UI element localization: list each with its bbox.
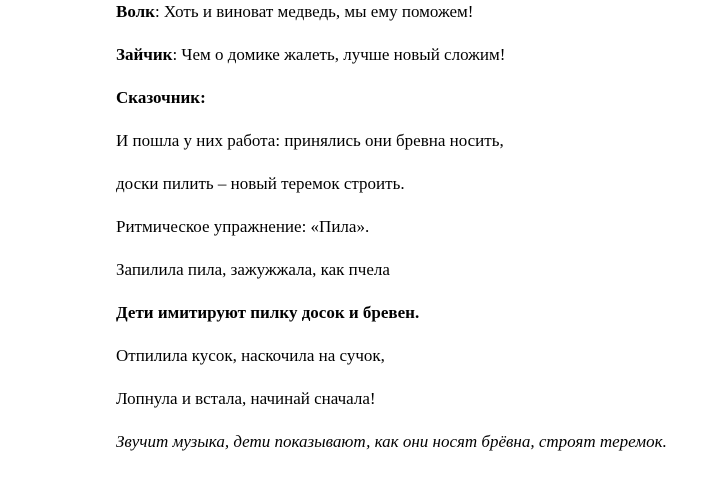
text-line: Запилила пила, зажужжала, как пчела [116, 260, 390, 279]
text-line: Отпилила кусок, наскочила на сучок, [116, 346, 385, 365]
text-line: доски пилить – новый теремок строить. [116, 174, 405, 193]
text-line: И пошла у них работа: принялись они бревна носить, [116, 131, 504, 150]
line-hare [116, 45, 505, 65]
text-line: Ритмическое упражнение: «Пила». [116, 217, 370, 236]
italic-stage-direction: Звучит музыка, дети показывают, как они носят брёвна, строят теремок. [116, 432, 667, 451]
speaker-name: Зайчик [116, 45, 173, 64]
speaker-name: Волк [116, 2, 155, 21]
stage-direction-bold: Дети имитируют пилку досок и бревен. [116, 303, 420, 322]
line-text: : Чем о домике жалеть, лучше новый сложим! [172, 45, 506, 64]
speaker-name: Сказочник: [116, 88, 206, 107]
line-text: : Хоть и виноват медведь, мы ему поможем! [154, 2, 474, 21]
text-line: Лопнула и встала, начинай сначала! [116, 389, 376, 408]
line-wolf [116, 2, 473, 22]
line-narrator-heading [116, 88, 206, 108]
